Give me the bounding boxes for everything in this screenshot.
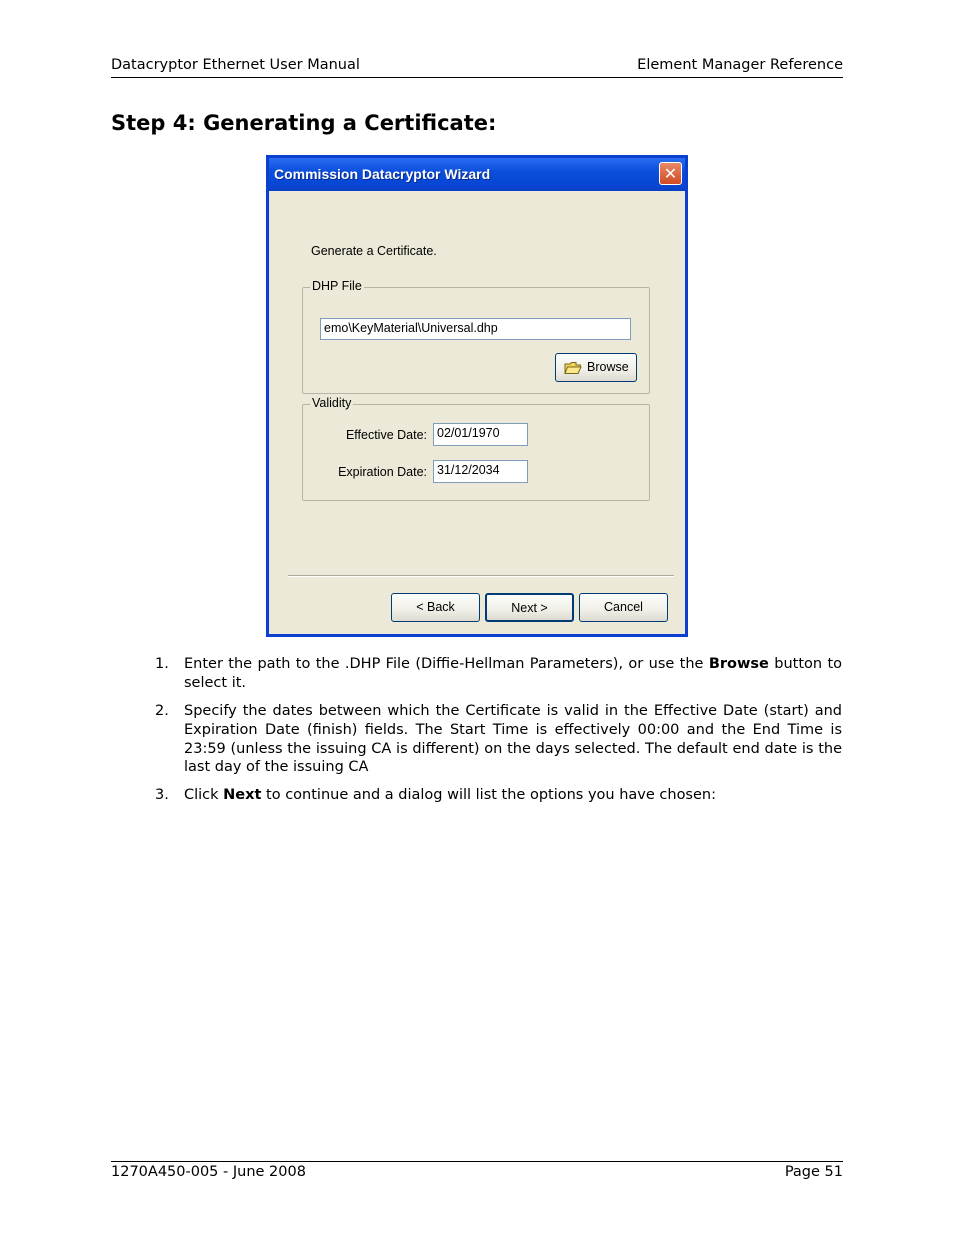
dhp-file-group xyxy=(302,279,650,394)
step-item xyxy=(155,655,842,693)
section-heading: Step 4: Generating a Certificate: xyxy=(111,111,497,135)
step-item xyxy=(155,702,842,777)
wizard-dialog xyxy=(266,155,688,637)
effective-date-label: Effective Date: xyxy=(345,428,427,442)
folder-icon xyxy=(564,361,582,375)
step-number: 3. xyxy=(155,787,169,803)
step-text: Specify the dates between which the Certificate is valid in the Effective Date (start) and Expiration Date (finish) fields. The Start Time is effectively 00:00 and the End Time is 23:59 (unless the issuing CA is different) on the days selected. The default end date is the last day of the issuing CA xyxy=(184,703,842,776)
close-button[interactable]: ✕ xyxy=(659,162,682,185)
step-bold: Browse xyxy=(708,656,769,672)
step-number: 1. xyxy=(155,656,169,672)
footer-left: 1270A450-005 - June 2008 xyxy=(111,1164,306,1180)
expiration-date-label: Expiration Date: xyxy=(338,465,427,479)
dialog-title: Commission Datacryptor Wizard xyxy=(274,166,491,182)
page-footer xyxy=(111,1161,843,1180)
step-text: Enter the path to the .DHP File (Diffie-Hellman Parameters), or use the xyxy=(184,656,709,672)
step-number: 2. xyxy=(155,703,169,719)
next-button[interactable]: Next > xyxy=(485,593,574,622)
dialog-prompt: Generate a Certificate. xyxy=(311,244,437,258)
dialog-titlebar[interactable] xyxy=(269,158,685,191)
browse-button[interactable] xyxy=(555,353,637,382)
dhp-file-legend: DHP File xyxy=(312,279,362,293)
page-header xyxy=(111,57,843,78)
header-left: Datacryptor Ethernet User Manual xyxy=(111,57,360,73)
step-bold: Next xyxy=(223,787,262,803)
step-text-end: button to select it. xyxy=(184,656,843,691)
button-separator xyxy=(288,575,674,577)
validity-legend: Validity xyxy=(312,396,352,410)
dhp-path-input[interactable]: emo\KeyMaterial\Universal.dhp xyxy=(320,318,631,340)
step-item xyxy=(155,786,842,805)
cancel-button[interactable]: Cancel xyxy=(579,593,668,622)
effective-date-input[interactable]: 02/01/1970 xyxy=(433,423,528,446)
header-right: Element Manager Reference xyxy=(637,57,843,73)
expiration-date-input[interactable]: 31/12/2034 xyxy=(433,460,528,483)
back-button[interactable]: < Back xyxy=(391,593,480,622)
step-text: Click xyxy=(184,787,224,803)
footer-right: Page 51 xyxy=(784,1164,843,1180)
step-text-end: to continue and a dialog will list the options you have chosen: xyxy=(261,787,716,803)
validity-group xyxy=(302,396,650,501)
browse-button-label: Browse xyxy=(587,360,629,374)
